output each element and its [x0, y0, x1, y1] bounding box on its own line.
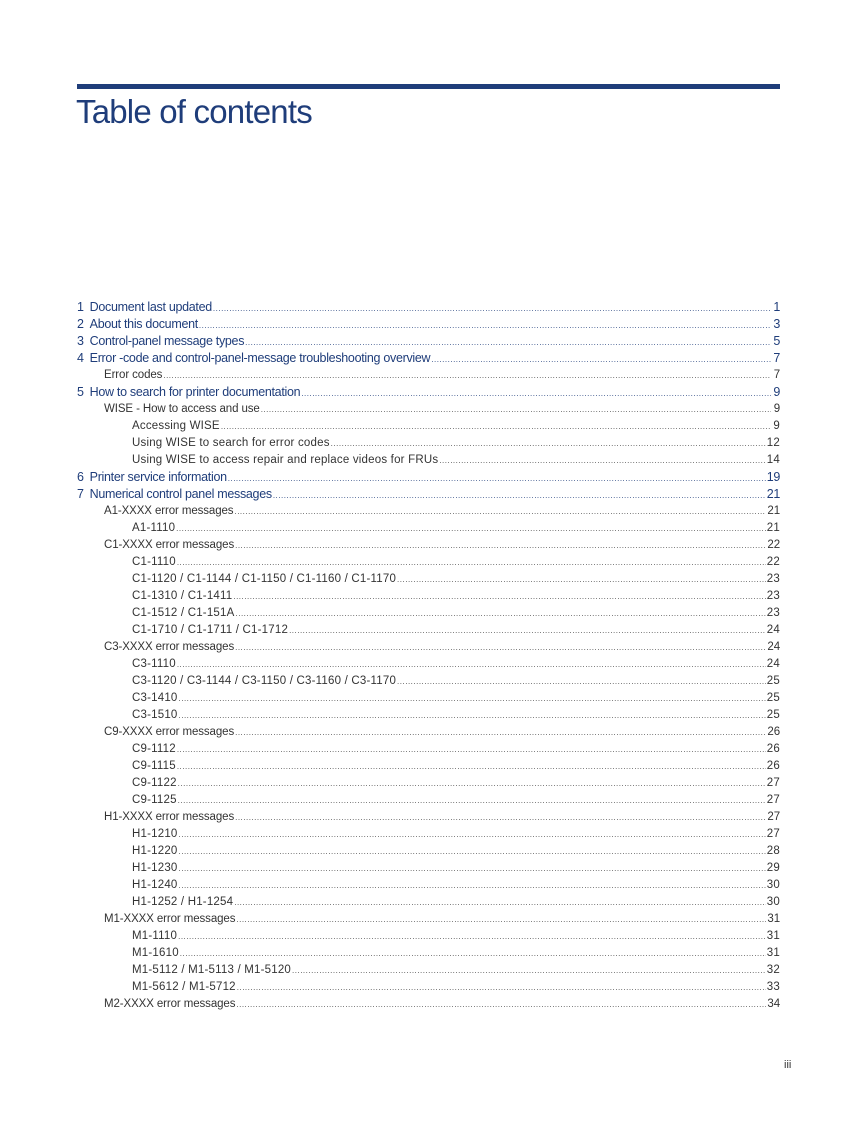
toc-entry-title: Accessing WISE: [132, 420, 220, 432]
toc-entry-title: Error codes: [104, 369, 163, 381]
toc-entry-title: C9-1115: [132, 760, 176, 772]
dot-leader: [292, 962, 766, 979]
dot-leader: [177, 656, 766, 673]
toc-entry-title: C9-XXXX error messages: [104, 726, 235, 738]
toc-entry-title: A1-1110: [132, 522, 176, 534]
toc-entry-level-1[interactable]: [77, 333, 780, 350]
toc-entry-title: M2-XXXX error messages: [104, 998, 236, 1010]
toc-entry-level-2[interactable]: [77, 911, 780, 928]
dot-leader: [233, 588, 765, 605]
dot-leader: [331, 435, 766, 452]
toc-entry-page: 27: [766, 777, 780, 789]
toc-entry-title: H1-1240: [132, 879, 178, 891]
toc-entry-title: Using WISE to access repair and replace videos for FRUs: [132, 454, 439, 466]
dot-leader: [301, 385, 771, 401]
toc-entry-title: A1-XXXX error messages: [104, 505, 234, 517]
toc-entry-level-1[interactable]: [77, 486, 780, 503]
dot-leader: [179, 877, 766, 894]
toc-entry-level-3[interactable]: [77, 843, 780, 860]
dot-leader: [179, 826, 766, 843]
toc-entry-page: 23: [766, 590, 780, 602]
toc-entry-level-2[interactable]: [77, 996, 780, 1013]
toc-entry-page: 24: [767, 641, 780, 653]
dot-leader: [177, 758, 766, 775]
dot-leader: [213, 300, 771, 316]
toc-entry-level-3[interactable]: [77, 707, 780, 724]
toc-entry-level-3[interactable]: [77, 520, 780, 537]
dot-leader: [178, 792, 766, 809]
dot-leader: [178, 928, 766, 945]
toc-entry-title: M1-1610: [132, 947, 179, 959]
dot-leader: [236, 996, 766, 1013]
toc-entry-level-3[interactable]: [77, 418, 780, 435]
toc-entry-page: 3: [773, 317, 780, 331]
toc-entry-page: 27: [766, 794, 780, 806]
toc-entry-page: 7: [773, 351, 780, 365]
toc-entry-page: 29: [766, 862, 780, 874]
dot-leader: [237, 979, 766, 996]
dot-leader: [199, 317, 771, 333]
dot-leader: [234, 894, 766, 911]
toc-entry-page: 21: [767, 505, 780, 517]
toc-entry-page: 24: [766, 658, 780, 670]
toc-entry-level-3[interactable]: [77, 775, 780, 792]
title-rule: [77, 84, 780, 89]
toc-entry-page: 31: [766, 947, 780, 959]
toc-entry-level-2[interactable]: [77, 401, 780, 418]
toc-entry-level-3[interactable]: [77, 741, 780, 758]
toc-entry-page: 32: [766, 964, 780, 976]
dot-leader: [179, 843, 766, 860]
toc-entry-level-3[interactable]: [77, 894, 780, 911]
dot-leader: [228, 470, 766, 486]
toc-entry-page: 7: [773, 369, 780, 381]
dot-leader: [236, 605, 766, 622]
dot-leader: [179, 707, 766, 724]
toc-entry-title: C1-1120 / C1-1144 / C1-1150 / C1-1160 / C1-1170: [132, 573, 397, 585]
toc-entry-title: C1-1710 / C1-1711 / C1-1712: [132, 624, 289, 636]
dot-leader: [163, 367, 771, 384]
toc-entry-level-3[interactable]: [77, 860, 780, 877]
toc-entry-level-3[interactable]: [77, 979, 780, 996]
toc-entry-page: 19: [766, 470, 780, 484]
toc-entry-title: About this document: [89, 317, 198, 331]
toc-entry-page: 12: [766, 437, 780, 449]
dot-leader: [397, 673, 766, 690]
toc-entry-level-3[interactable]: [77, 962, 780, 979]
toc-entry-title: M1-1110: [132, 930, 178, 942]
toc-entry-page: 9: [773, 385, 780, 399]
toc-entry-page: 22: [767, 539, 780, 551]
toc-entry-page: 31: [766, 930, 780, 942]
toc-entry-number: 4: [77, 351, 84, 365]
toc-entry-level-3[interactable]: [77, 758, 780, 775]
toc-entry-title: H1-1210: [132, 828, 178, 840]
toc-entry-title: C9-1125: [132, 794, 177, 806]
dot-leader: [289, 622, 766, 639]
toc-entry-page: 25: [766, 692, 780, 704]
dot-leader: [235, 724, 766, 741]
toc-entry-title: C3-1120 / C3-1144 / C3-1150 / C3-1160 / C3-1170: [132, 675, 397, 687]
dot-leader: [261, 401, 771, 418]
toc-entry-level-1[interactable]: [77, 316, 780, 333]
toc-entry-page: 25: [766, 675, 780, 687]
toc-entry-number: 3: [77, 334, 84, 348]
toc-entry-number: 2: [77, 317, 84, 331]
page-number: iii: [784, 1059, 792, 1071]
toc-entry-level-3[interactable]: [77, 571, 780, 588]
toc-entry-level-2[interactable]: [77, 639, 780, 656]
toc-entry-title: Using WISE to search for error codes: [132, 437, 330, 449]
toc-entry-number: 7: [77, 487, 84, 501]
toc-entry-page: 23: [766, 573, 780, 585]
toc-entry-title: C3-1510: [132, 709, 178, 721]
toc-entry-title: WISE - How to access and use: [104, 403, 260, 415]
toc-entry-page: 26: [766, 743, 780, 755]
toc-entry-title: Document last updated: [89, 300, 212, 314]
dot-leader: [236, 911, 766, 928]
dot-leader: [235, 809, 766, 826]
dot-leader: [179, 860, 766, 877]
toc-entry-title: M1-5112 / M1-5113 / M1-5120: [132, 964, 292, 976]
toc-entry-title: H1-1220: [132, 845, 178, 857]
dot-leader: [177, 741, 766, 758]
toc-entry-title: How to search for printer documentation: [89, 385, 301, 399]
toc-entry-title: C1-1310 / C1-1411: [132, 590, 233, 602]
toc-entry-title: Error -code and control-panel-message troubleshooting overview: [89, 351, 431, 365]
toc-entry-level-3[interactable]: [77, 792, 780, 809]
toc-entry-page: 24: [766, 624, 780, 636]
toc-entry-title: C1-1512 / C1-151A: [132, 607, 235, 619]
toc-entry-title: C3-1110: [132, 658, 176, 670]
toc-entry-level-1[interactable]: [77, 469, 780, 486]
toc-entry-page: 30: [766, 879, 780, 891]
toc-entry-title: Printer service information: [89, 470, 227, 484]
toc-entry-page: 9: [773, 403, 780, 415]
toc-entry-title: H1-1230: [132, 862, 178, 874]
toc-entry-level-3[interactable]: [77, 690, 780, 707]
toc-entry-title: C9-1112: [132, 743, 176, 755]
toc-entry-page: 14: [766, 454, 780, 466]
toc-entry-level-1[interactable]: [77, 384, 780, 401]
toc-entry-page: 22: [766, 556, 780, 568]
dot-leader: [178, 775, 766, 792]
toc-entry-level-3[interactable]: [77, 877, 780, 894]
toc-entry-page: 26: [767, 726, 780, 738]
dot-leader: [273, 487, 766, 503]
toc-entry-level-3[interactable]: [77, 826, 780, 843]
toc-entry-title: C1-XXXX error messages: [104, 539, 235, 551]
dot-leader: [180, 945, 766, 962]
toc-entry-page: 21: [766, 487, 780, 501]
toc-entry-title: C3-XXXX error messages: [104, 641, 235, 653]
dot-leader: [234, 503, 766, 520]
toc-entry-page: 5: [773, 334, 780, 348]
dot-leader: [439, 452, 766, 469]
toc-entry-title: C9-1122: [132, 777, 177, 789]
toc-entry-page: 23: [766, 607, 780, 619]
toc-entry-title: H1-XXXX error messages: [104, 811, 235, 823]
toc-entry-title: Numerical control panel messages: [89, 487, 272, 501]
toc-entry-level-3[interactable]: [77, 554, 780, 571]
toc-entry-title: C1-1110: [132, 556, 176, 568]
toc-entry-level-3[interactable]: [77, 435, 780, 452]
toc-entry-level-3[interactable]: [77, 928, 780, 945]
toc-entry-page: 1: [773, 300, 780, 314]
dot-leader: [179, 690, 766, 707]
dot-leader: [176, 520, 766, 537]
toc-entry-page: 26: [766, 760, 780, 772]
toc-entry-title: M1-XXXX error messages: [104, 913, 236, 925]
dot-leader: [235, 537, 766, 554]
toc-entry-number: 5: [77, 385, 84, 399]
toc-entry-page: 34: [767, 998, 780, 1010]
toc-entry-page: 27: [767, 811, 780, 823]
dot-leader: [431, 351, 771, 367]
toc-entry-level-3[interactable]: [77, 605, 780, 622]
toc-entry-level-3[interactable]: [77, 588, 780, 605]
toc-entry-level-2[interactable]: [77, 809, 780, 826]
dot-leader: [245, 334, 771, 350]
toc-entry-level-3[interactable]: [77, 656, 780, 673]
toc-entry-page: 25: [766, 709, 780, 721]
toc-entry-page: 9: [773, 420, 780, 432]
toc-entry-page: 28: [766, 845, 780, 857]
dot-leader: [397, 571, 766, 588]
toc-entry-level-3[interactable]: [77, 622, 780, 639]
toc-entry-level-1[interactable]: [77, 350, 780, 367]
dot-leader: [221, 418, 771, 435]
toc-entry-page: 30: [766, 896, 780, 908]
toc-entry-page: 33: [766, 981, 780, 993]
toc-entry-title: H1-1252 / H1-1254: [132, 896, 234, 908]
toc-entry-page: 27: [766, 828, 780, 840]
toc-entry-level-1[interactable]: [77, 299, 780, 316]
toc-entry-level-3[interactable]: [77, 673, 780, 690]
toc-entry-level-2[interactable]: [77, 503, 780, 520]
toc-entry-level-2[interactable]: [77, 367, 780, 384]
toc-entry-number: 1: [77, 300, 84, 314]
toc-entry-level-2[interactable]: [77, 724, 780, 741]
toc-entry-page: 31: [767, 913, 780, 925]
toc-entry-title: Control-panel message types: [89, 334, 245, 348]
dot-leader: [235, 639, 766, 656]
toc-entry-title: C3-1410: [132, 692, 178, 704]
toc-entry-level-3[interactable]: [77, 452, 780, 469]
toc-entry-number: 6: [77, 470, 84, 484]
dot-leader: [177, 554, 766, 571]
toc-entry-level-2[interactable]: [77, 537, 780, 554]
table-of-contents: [77, 299, 780, 1013]
page-title: Table of contents: [76, 93, 312, 130]
toc-entry-title: M1-5612 / M1-5712: [132, 981, 236, 993]
toc-entry-page: 21: [766, 522, 780, 534]
toc-entry-level-3[interactable]: [77, 945, 780, 962]
